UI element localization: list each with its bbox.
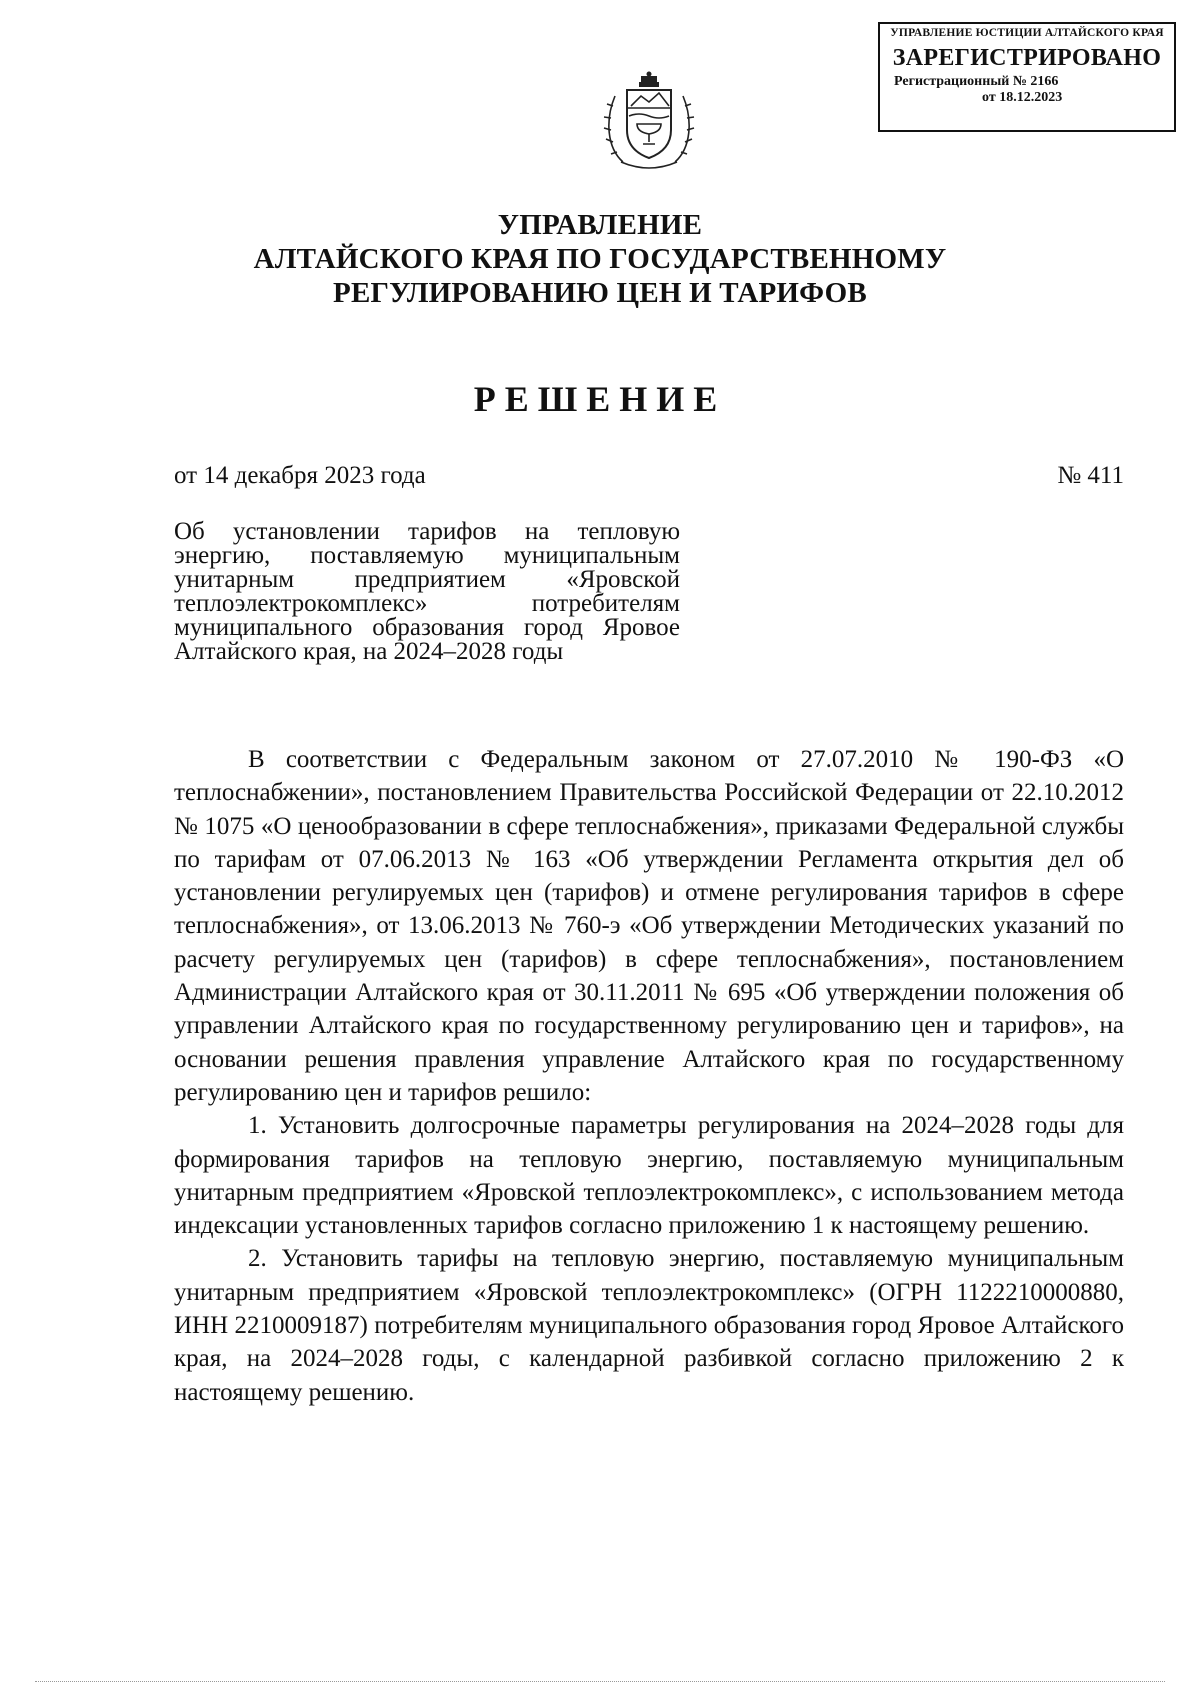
document-body	[174, 743, 1124, 1409]
stamp-reg-date: от 18.12.2023	[982, 90, 1063, 105]
coat-of-arms-icon	[601, 66, 697, 176]
document-number: № 411	[1057, 462, 1124, 489]
decision-item-2: 2. Установить тарифы на тепловую энергию, поставляемую муниципальным унитарным предприятием «Яровской теплоэлектрокомплекс» (ОГРН 1122210000880, ИНН 2210009187) потребителям муниципального образования город Яровое Алтайского края, на 2024–2028 годы, с календарной разбивкой согласно приложению 2 к настоящему решению.	[174, 1245, 1124, 1406]
preamble-paragraph: В соответствии с Федеральным законом от 27.07.2010 № 190-ФЗ «О теплоснабжении», постановлением Правительства Российской Федерации от 22.10.2012 № 1075 «О ценообразовании в сфере теплоснабжения», приказами Федеральной службы по тарифам от 07.06.2013 № 163 «Об утверждении Регламента открытия дел об установлении регулируемых цен (тарифов) и отмене регулирования тарифов в сфере теплоснабжения», от 13.06.2013 № 760-э «Об утверждении Методических указаний по расчету регулируемых цен (тарифов) в сфере теплоснабжения», постановлением Администрации Алтайского края от 30.11.2011 № 695 «Об утверждении положения об управлении Алтайского края по государственному регулированию цен и тарифов», на основании решения правления управление Алтайского края по государственному регулированию цен и тарифов решило:	[174, 746, 1124, 1106]
org-line: АЛТАЙСКОГО КРАЯ ПО ГОСУДАРСТВЕННОМУ	[253, 243, 947, 275]
document-date: от 14 декабря 2023 года	[174, 462, 426, 489]
scan-edge-line	[35, 1681, 1165, 1682]
org-line: УПРАВЛЕНИЕ	[497, 209, 703, 241]
stamp-reg-number: Регистрационный № 2166	[894, 74, 1059, 89]
stamp-status: ЗАРЕГИСТРИРОВАНО	[892, 45, 1162, 71]
org-line: РЕГУЛИРОВАНИЮ ЦЕН И ТАРИФОВ	[333, 277, 867, 309]
stamp-org: УПРАВЛЕНИЕ ЮСТИЦИИ АЛТАЙСКОГО КРАЯ	[890, 27, 1164, 39]
decision-item-1: 1. Установить долгосрочные параметры регулирования на 2024–2028 годы для формирования тарифов на тепловую энергию, поставляемую муниципальным унитарным предприятием «Яровской теплоэлектрокомплекс», с использованием метода индексации установленных тарифов согласно приложению 1 к настоящему решению.	[174, 1112, 1124, 1240]
document-subject: Об установлении тарифов на тепловую энергию, поставляемую муниципальным унитарным предприятием «Яровской теплоэлектрокомплекс» потребителям муниципального образования город Яровое Алтайского края, на 2024–2028 годы	[174, 518, 680, 665]
issuing-authority	[200, 208, 1000, 310]
registration-stamp	[878, 22, 1176, 132]
document-type: РЕШЕНИЕ	[473, 379, 727, 419]
